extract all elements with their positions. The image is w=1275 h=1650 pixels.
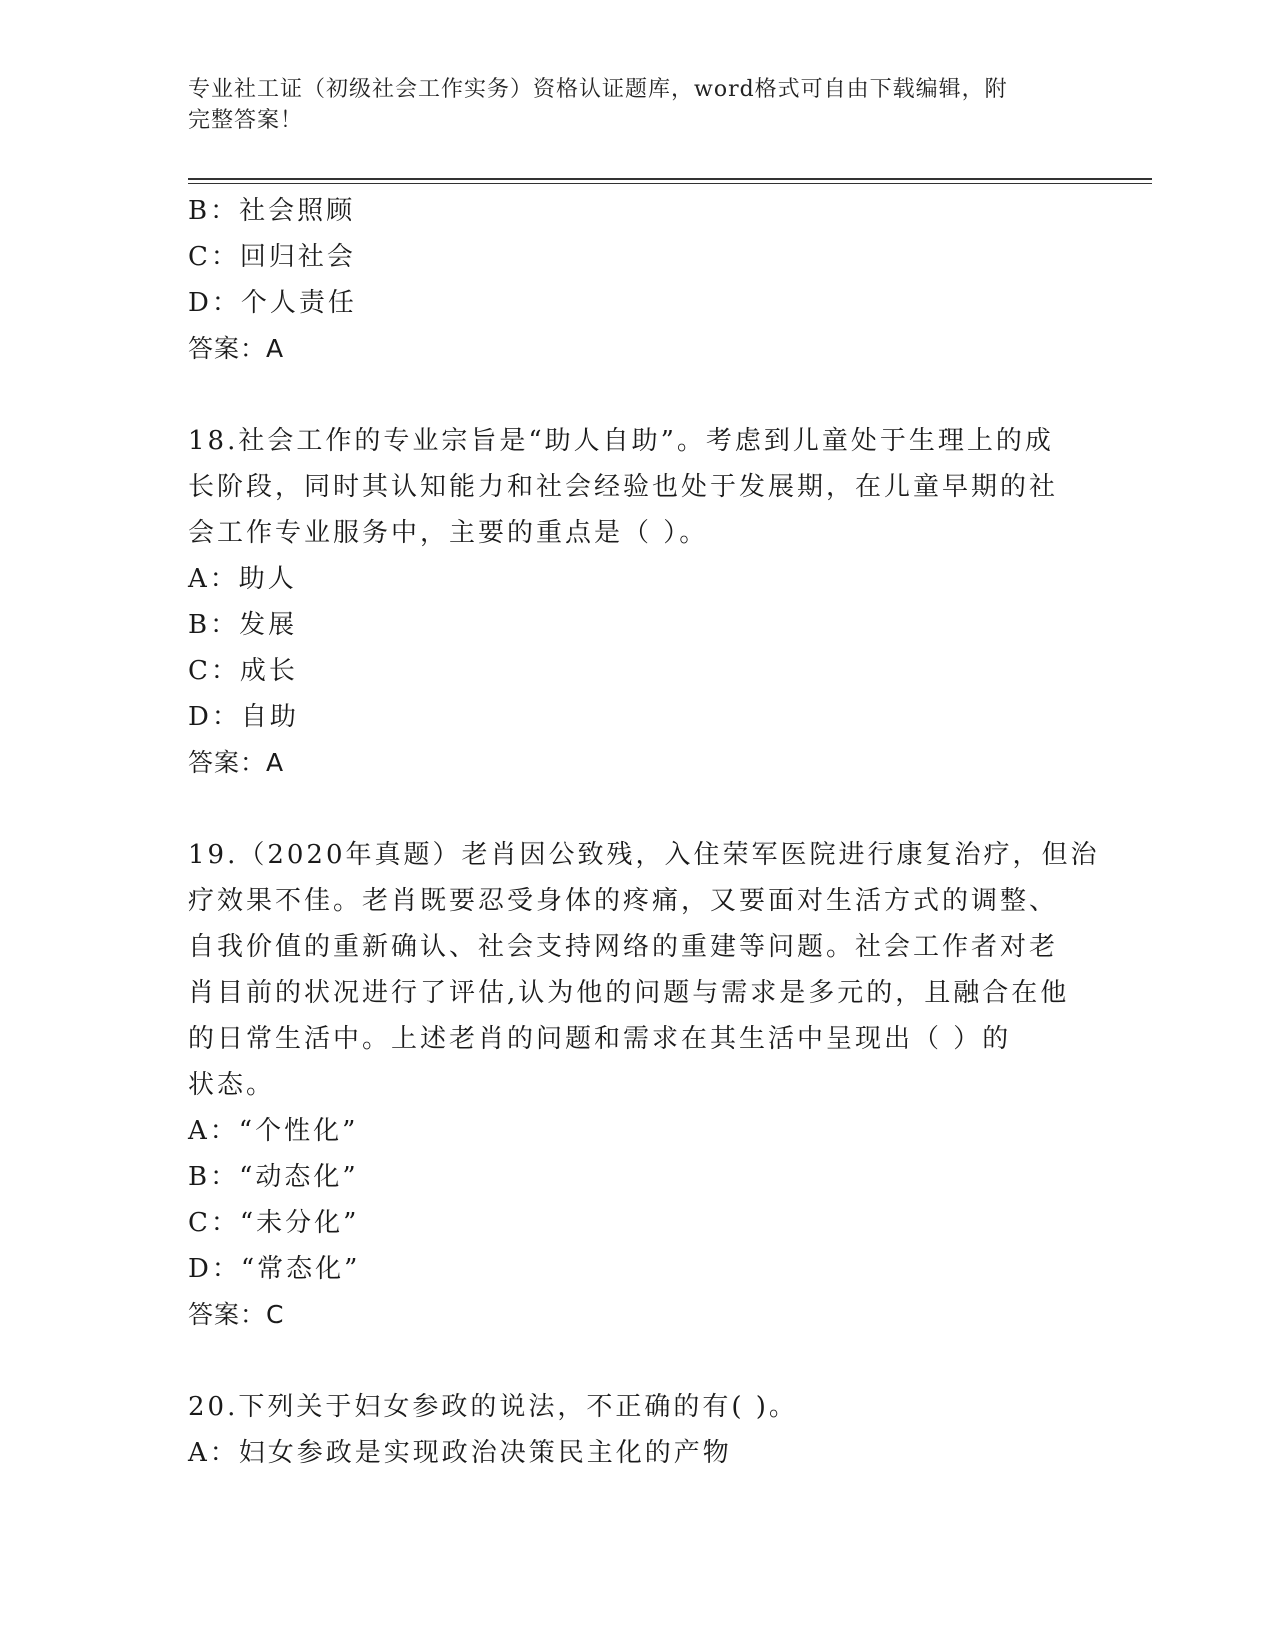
option-c: C：回归社会 xyxy=(188,242,356,272)
question-block-19 xyxy=(188,832,1100,1338)
spacer xyxy=(188,1338,1088,1384)
question-block-18 xyxy=(188,418,1088,786)
option-b: B：社会照顾 xyxy=(188,196,356,226)
question-list xyxy=(188,188,1100,1476)
question-stem-line: 状态。 xyxy=(188,1070,276,1100)
question-stem-line: 会工作专业服务中，主要的重点是（ ）。 xyxy=(188,518,709,548)
option-a: A：妇女参政是实现政治决策民主化的产物 xyxy=(188,1438,732,1468)
option-c: C：“未分化” xyxy=(188,1208,360,1238)
option-b: B：发展 xyxy=(188,610,298,640)
answer-line: 答案：A xyxy=(188,748,285,777)
question-stem-line: 的日常生活中。上述老肖的问题和需求在其生活中呈现出（ ）的 xyxy=(188,1024,1012,1054)
option-a: A：助人 xyxy=(188,564,297,594)
answer-line: 答案：A xyxy=(188,334,285,363)
document-header xyxy=(188,74,1068,136)
header-line-2: 完整答案！ xyxy=(188,108,304,133)
option-c: C：成长 xyxy=(188,656,298,686)
option-b: B：“动态化” xyxy=(188,1162,359,1192)
question-stem-line: 疗效果不佳。老肖既要忍受身体的疼痛，又要面对生活方式的调整、 xyxy=(188,886,1059,916)
header-line-1: 专业社工证（初级社会工作实务）资格认证题库，word格式可自由下载编辑，附 xyxy=(188,77,1008,102)
header-rule-thin xyxy=(188,183,1152,184)
spacer xyxy=(188,372,1088,418)
question-stem-line: 肖目前的状况进行了评估,认为他的问题与需求是多元的，且融合在他 xyxy=(188,978,1070,1008)
spacer xyxy=(188,786,1088,832)
option-d: D：“常态化” xyxy=(188,1254,361,1284)
question-stem-line: 20.下列关于妇女参政的说法，不正确的有( )。 xyxy=(188,1392,798,1422)
header-rule-thick xyxy=(188,178,1152,180)
question-block-20 xyxy=(188,1384,1088,1476)
option-d: D：个人责任 xyxy=(188,288,357,318)
question-stem-line: 18.社会工作的专业宗旨是“助人自助”。考虑到儿童处于生理上的成 xyxy=(188,426,1054,456)
answer-line: 答案：C xyxy=(188,1300,285,1329)
question-block-17 xyxy=(188,188,1088,372)
question-stem-line: 自我价值的重新确认、社会支持网络的重建等问题。社会工作者对老 xyxy=(188,932,1059,962)
question-stem-line: 19.（2020年真题）老肖因公致残，入住荣军医院进行康复治疗，但治 xyxy=(188,840,1100,870)
option-a: A：“个性化” xyxy=(188,1116,359,1146)
option-d: D：自助 xyxy=(188,702,299,732)
question-stem-line: 长阶段，同时其认知能力和社会经验也处于发展期，在儿童早期的社 xyxy=(188,472,1059,502)
